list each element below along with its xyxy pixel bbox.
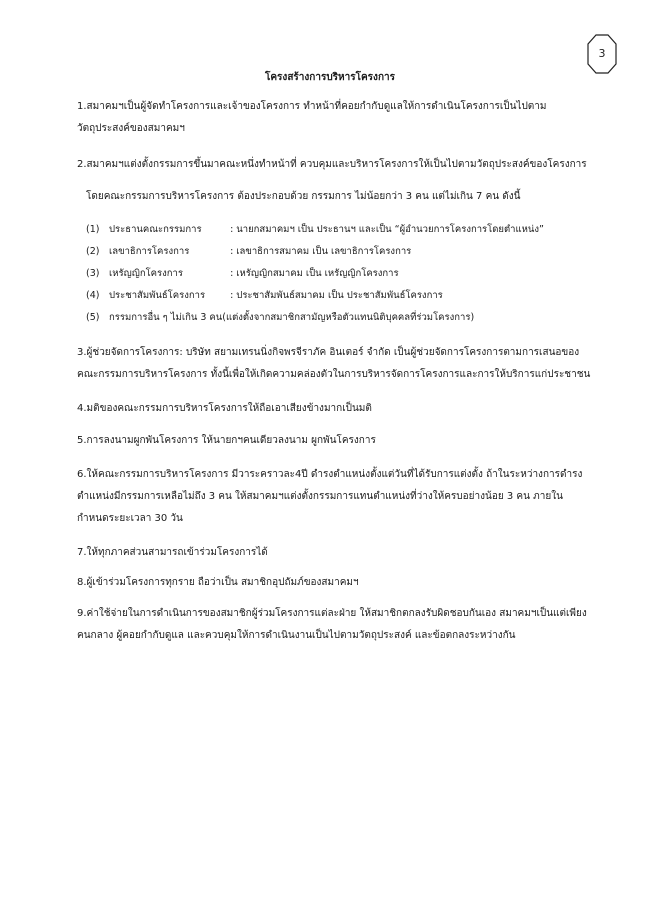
item-9-line-1: 9.ค่าใช้จ่ายในการดำเนินการของสมาชิกผู้ร่วมโครงการแต่ละฝ่าย ให้สมาชิกตกลงรับผิดชอบกันเอง สมาคมฯเป็นแต่เพียง	[77, 608, 587, 619]
item-6-line-2: ตำแหน่งมีกรรมการเหลือไม่ถึง 3 คน ให้สมาคมฯแต่งตั้งกรรมการแทนตำแหน่งที่ว่างให้ครบอย่างน้อย 3 คน ภายใน	[77, 491, 563, 502]
page-title: โครงสร้างการบริหารโครงการ	[265, 72, 395, 83]
item-8: 8.ผู้เข้าร่วมโครงการทุกราย ถือว่าเป็น สมาชิกอุปถัมภ์ของสมาคมฯ	[77, 577, 359, 588]
item-6-line-1: 6.ให้คณะกรรมการบริหารโครงการ มีวาระคราวละ4ปี ดำรงตำแหน่งตั้งแต่วันที่ได้รับการแต่งตั้ง ถ้าในระหว่างการดำรง	[77, 469, 583, 480]
page-number: 3	[598, 47, 606, 60]
role-item	[86, 222, 544, 238]
item-1-line-1: 1.สมาคมฯเป็นผู้จัดทำโครงการและเจ้าของโครงการ ทำหน้าที่คอยกำกับดูแลให้การดำเนินโครงการเป็นไปตาม	[77, 101, 547, 112]
role-label: เหรัญญิกโครงการ	[109, 268, 183, 279]
item-9-line-2: คนกลาง ผู้คอยกำกับดูแล และควบคุมให้การดำเนินงานเป็นไปตามวัตถุประสงค์ และข้อตกลงระหว่างกัน	[77, 630, 516, 641]
role-item	[86, 244, 411, 260]
role-description: : นายกสมาคมฯ เป็น ประธานฯ และเป็น “ผู้อำนวยการโครงการโดยตำแหน่ง”	[230, 224, 544, 235]
item-7: 7.ให้ทุกภาคส่วนสามารถเข้าร่วมโครงการได้	[77, 547, 268, 558]
item-5: 5.การลงนามผูกพันโครงการ ให้นายกฯคนเดียวลงนาม ผูกพันโครงการ	[77, 435, 376, 446]
role-description: : เหรัญญิกสมาคม เป็น เหรัญญิกโครงการ	[230, 268, 399, 279]
item-1-line-2: วัตถุประสงค์ของสมาคมฯ	[77, 123, 185, 134]
role-description: (แต่งตั้งจากสมาชิกสามัญหรือตัวแทนนิติบุคคลที่ร่วมโครงการ)	[222, 312, 475, 323]
role-label: เลขาธิการโครงการ	[109, 246, 190, 257]
item-2-line-1: 2.สมาคมฯแต่งตั้งกรรมการขึ้นมาคณะหนึ่งทำหน้าที่ ควบคุมและบริหารโครงการให้เป็นไปตามวัตถุประสงค์ของโครงการ	[77, 159, 587, 170]
item-2-line-2: โดยคณะกรรมการบริหารโครงการ ต้องประกอบด้วย กรรมการ ไม่น้อยกว่า 3 คน แต่ไม่เกิน 7 คน ดังนี้	[86, 191, 521, 202]
role-label: กรรมการอื่น ๆ ไม่เกิน 3 คน	[109, 312, 223, 323]
role-number: (4)	[86, 290, 100, 301]
item-3-line-1: 3.ผู้ช่วยจัดการโครงการ: บริษัท สยามเทรนนิ่งกิจพรจีราภัค อินเตอร์ จำกัด เป็นผู้ช่วยจัดการโครงการตามการเสนอของ	[77, 347, 580, 358]
role-number: (3)	[86, 268, 100, 279]
role-item	[86, 266, 399, 282]
role-description: : เลขาธิการสมาคม เป็น เลขาธิการโครงการ	[230, 246, 412, 257]
role-item	[86, 288, 443, 304]
role-number: (2)	[86, 246, 100, 257]
item-4: 4.มติของคณะกรรมการบริหารโครงการให้ถือเอาเสียงข้างมากเป็นมติ	[77, 403, 372, 414]
role-item	[86, 310, 474, 326]
role-label: ประธานคณะกรรมการ	[109, 224, 202, 235]
item-6-line-3: กำหนดระยะเวลา 30 วัน	[77, 513, 183, 524]
item-3-line-2: คณะกรรมการบริหารโครงการ ทั้งนี้เพื่อให้เกิดความคล่องตัวในการบริหารจัดการโครงการและการให้บริการแก่ประชาชน	[77, 369, 591, 380]
role-description: : ประชาสัมพันธ์สมาคม เป็น ประชาสัมพันธ์โครงการ	[230, 290, 443, 301]
page-number-badge	[587, 34, 617, 74]
role-number: (1)	[86, 224, 100, 235]
role-number: (5)	[86, 312, 100, 323]
role-label: ประชาสัมพันธ์โครงการ	[109, 290, 206, 301]
